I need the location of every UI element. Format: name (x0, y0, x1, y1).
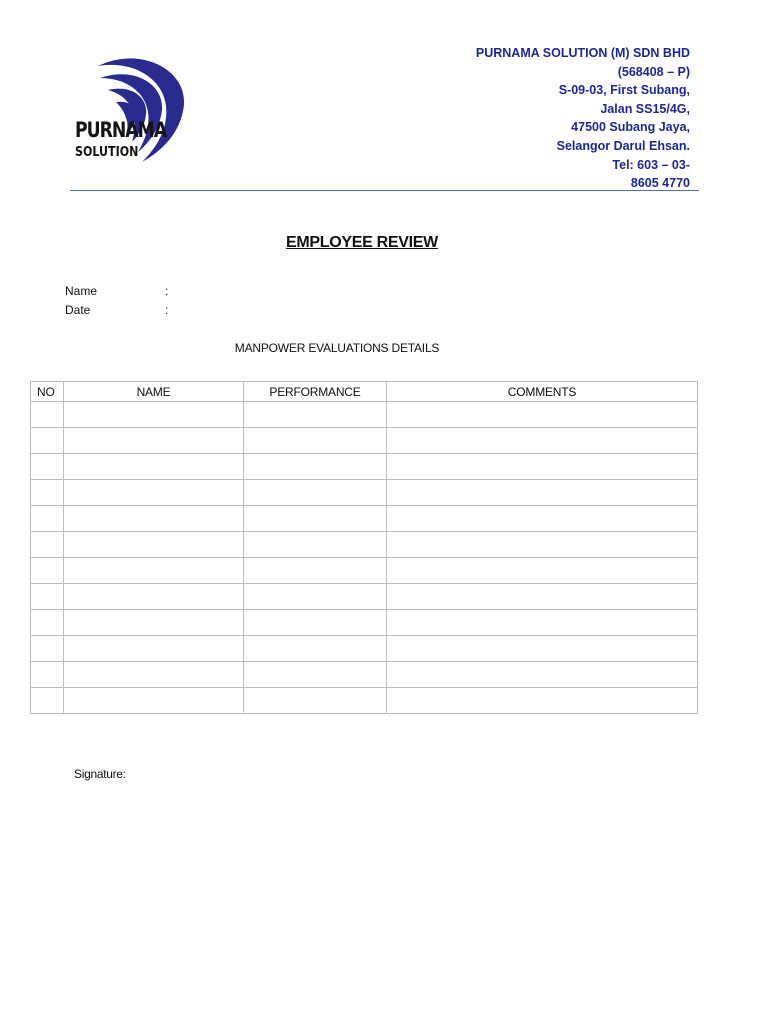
table-row (31, 506, 698, 532)
section-title: MANPOWER EVALUATIONS DETAILS (234, 341, 440, 355)
logo-text-solution: SOLUTION (75, 144, 139, 160)
cell-comments[interactable] (387, 688, 698, 714)
date-label: Date (65, 303, 91, 317)
cell-performance[interactable] (244, 636, 387, 662)
cell-no[interactable] (31, 532, 64, 558)
table-row (31, 636, 698, 662)
cell-performance[interactable] (244, 558, 387, 584)
table-row (31, 688, 698, 714)
signature-label: Signature: (74, 767, 126, 781)
cell-name[interactable] (64, 428, 244, 454)
cell-name[interactable] (64, 558, 244, 584)
table-row (31, 428, 698, 454)
cell-name[interactable] (64, 402, 244, 428)
cell-performance[interactable] (244, 662, 387, 688)
table-row (31, 454, 698, 480)
date-field (65, 303, 168, 317)
table-row (31, 402, 698, 428)
cell-no[interactable] (31, 402, 64, 428)
cell-performance[interactable] (244, 454, 387, 480)
table-row (31, 662, 698, 688)
address-line-3: 47500 Subang Jaya, (571, 120, 690, 135)
name-field (65, 284, 168, 298)
cell-comments[interactable] (387, 506, 698, 532)
cell-comments[interactable] (387, 428, 698, 454)
header-divider (70, 190, 699, 191)
header-no: NO (31, 382, 64, 402)
header-name: NAME (64, 382, 244, 402)
cell-comments[interactable] (387, 480, 698, 506)
cell-performance[interactable] (244, 506, 387, 532)
table-row (31, 480, 698, 506)
cell-performance[interactable] (244, 584, 387, 610)
cell-no[interactable] (31, 688, 64, 714)
cell-name[interactable] (64, 688, 244, 714)
cell-performance[interactable] (244, 428, 387, 454)
table-row (31, 532, 698, 558)
cell-name[interactable] (64, 480, 244, 506)
cell-comments[interactable] (387, 584, 698, 610)
cell-no[interactable] (31, 636, 64, 662)
address-line-1: S-09-03, First Subang, (558, 83, 690, 98)
address-line-4: Selangor Darul Ehsan. (556, 138, 690, 153)
cell-performance[interactable] (244, 402, 387, 428)
cell-comments[interactable] (387, 402, 698, 428)
evaluation-table (30, 381, 698, 714)
cell-comments[interactable] (387, 636, 698, 662)
page-title: EMPLOYEE REVIEW (286, 234, 438, 251)
cell-name[interactable] (64, 662, 244, 688)
header-performance: PERFORMANCE (244, 382, 387, 402)
cell-no[interactable] (31, 428, 64, 454)
cell-no[interactable] (31, 584, 64, 610)
company-reg-no: (568408 – P) (617, 64, 690, 79)
name-label: Name (65, 284, 98, 298)
header-comments: COMMENTS (387, 382, 698, 402)
table-header-row (31, 382, 698, 402)
company-logo (68, 48, 192, 166)
company-address (476, 44, 690, 193)
cell-name[interactable] (64, 636, 244, 662)
cell-comments[interactable] (387, 454, 698, 480)
cell-performance[interactable] (244, 532, 387, 558)
cell-no[interactable] (31, 454, 64, 480)
date-separator: : (165, 303, 169, 317)
cell-performance[interactable] (244, 688, 387, 714)
cell-name[interactable] (64, 610, 244, 636)
table-row (31, 584, 698, 610)
cell-no[interactable] (31, 558, 64, 584)
phone-line-1: Tel: 603 – 03- (612, 157, 690, 172)
cell-no[interactable] (31, 610, 64, 636)
cell-comments[interactable] (387, 610, 698, 636)
cell-name[interactable] (64, 532, 244, 558)
phone-line-2: 8605 4770 (630, 176, 690, 191)
cell-no[interactable] (31, 662, 64, 688)
cell-name[interactable] (64, 506, 244, 532)
cell-name[interactable] (64, 584, 244, 610)
cell-comments[interactable] (387, 662, 698, 688)
logo-text-purnama: PURNAMA (75, 118, 167, 142)
cell-comments[interactable] (387, 558, 698, 584)
name-separator: : (165, 284, 169, 298)
cell-name[interactable] (64, 454, 244, 480)
cell-comments[interactable] (387, 532, 698, 558)
company-name: PURNAMA SOLUTION (M) SDN BHD (475, 46, 690, 60)
cell-performance[interactable] (244, 480, 387, 506)
table-row (31, 558, 698, 584)
address-line-2: Jalan SS15/4G, (600, 101, 690, 116)
cell-no[interactable] (31, 480, 64, 506)
cell-no[interactable] (31, 506, 64, 532)
table-body (31, 402, 698, 714)
table-row (31, 610, 698, 636)
cell-performance[interactable] (244, 610, 387, 636)
